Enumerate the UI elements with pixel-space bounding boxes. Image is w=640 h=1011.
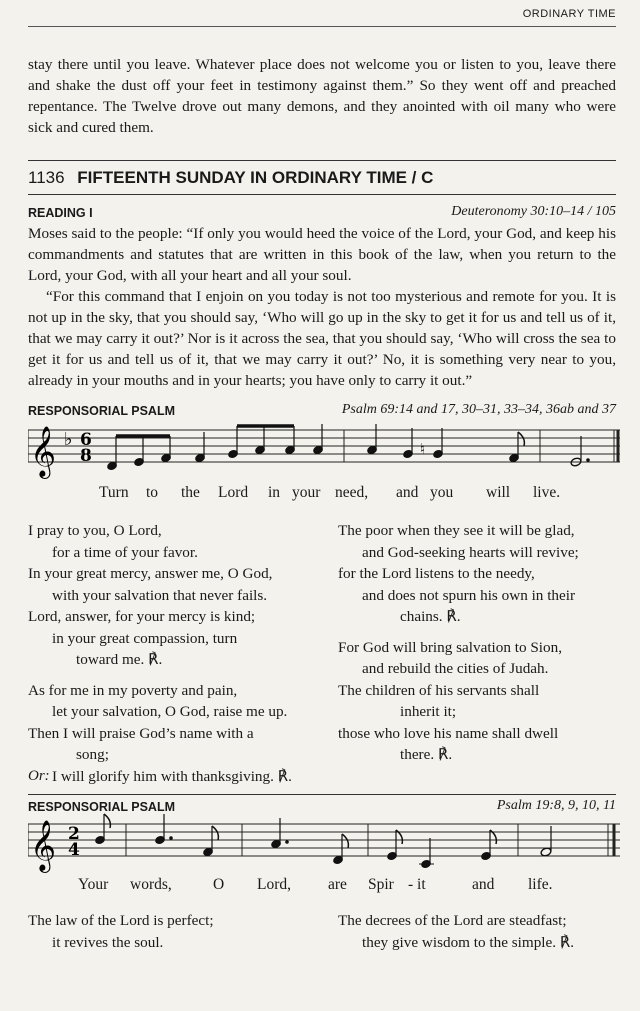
verse-line: The poor when they see it will be glad,	[338, 522, 575, 539]
lyric-word: need,	[335, 484, 369, 501]
verse-line: and God-seeking hearts will revive;	[362, 543, 579, 561]
section-name: FIFTEENTH SUNDAY IN ORDINARY TIME / C	[77, 168, 434, 187]
verse-line: there. ℟.	[400, 746, 453, 763]
lyric-word: Turn	[99, 484, 129, 501]
reading-text	[28, 223, 616, 391]
lyric-word: words,	[130, 876, 172, 893]
verse-line: As for me in my poverty and pain,	[28, 681, 238, 699]
lyric-word: live.	[533, 484, 561, 501]
psalm1-citation: Psalm 69:14 and 17, 30–31, 33–34, 36ab and 37	[341, 402, 616, 417]
psalm1-music-staff	[28, 418, 620, 482]
verse-line: song;	[76, 746, 109, 763]
title-rule-bottom	[28, 194, 616, 195]
psalm2-music-staff	[28, 812, 620, 876]
psalm2-verses-right	[338, 910, 616, 953]
psalm1-lyrics	[0, 484, 640, 506]
time-signature-top: 2	[68, 824, 80, 844]
verse-line: and does not spurn his own in their	[362, 586, 576, 604]
verse-line: for a time of your favor.	[52, 543, 198, 561]
treble-clef-icon: 𝄞	[30, 820, 57, 871]
separator-rule	[28, 794, 616, 795]
verse-line: toward me. ℟.	[76, 651, 163, 668]
intro-text: stay there until you leave. Whatever place does not welcome you or listen to you, leave there and shake the dust off your feet in testimony against them.” So they went off and preached repentance. The Twelve drove out many demons, and they anointed with oil many who were sick and cured them.	[28, 56, 616, 136]
verse-line: let your salvation, O God, raise me up.	[52, 703, 288, 720]
lyric-word: your	[292, 484, 321, 501]
section-number: 1136	[28, 168, 65, 187]
verse-line: The children of his servants shall	[338, 681, 540, 699]
verse-line: they give wisdom to the simple. ℟.	[362, 933, 575, 951]
psalm1-notes	[107, 424, 324, 471]
verse-line: The law of the Lord is perfect;	[28, 912, 214, 929]
verse-line: inherit it;	[400, 703, 457, 720]
verse-line: chains. ℟.	[400, 608, 461, 625]
verse-line: The decrees of the Lord are steadfast;	[338, 912, 567, 929]
lyric-word: life.	[528, 876, 553, 893]
lyric-word: - it	[408, 876, 426, 893]
natural-sign-icon: ♮	[420, 440, 426, 458]
time-signature-bottom: 4	[68, 840, 80, 860]
lyric-word: are	[328, 876, 347, 893]
verse-line: I will glorify him with thanksgiving. ℟.	[52, 767, 292, 785]
psalm1-verses-right	[338, 520, 616, 766]
verse-line: Lord, answer, for your mercy is kind;	[28, 608, 256, 625]
header-rule	[28, 26, 616, 27]
lyric-word: and	[472, 876, 495, 893]
lyric-word: Your	[78, 876, 109, 893]
lyric-word: Lord	[218, 484, 249, 501]
time-signature-bottom: 8	[80, 446, 92, 466]
note	[540, 847, 552, 857]
running-header: ORDINARY TIME	[522, 8, 616, 20]
psalm2-verses-left	[28, 910, 328, 953]
intro-paragraph	[28, 54, 616, 138]
psalm1-verses-left	[28, 520, 328, 787]
verse-line: and rebuild the cities of Judah.	[362, 660, 549, 677]
lyric-word: to	[146, 484, 159, 501]
psalm2-label: RESPONSORIAL PSALM	[28, 800, 176, 814]
lyric-word: Spir	[368, 876, 394, 893]
psalm2-lyrics	[0, 876, 640, 898]
lyric-word: O	[213, 876, 225, 893]
verse-line: with your salvation that never fails.	[52, 586, 268, 604]
time-signature-top: 6	[80, 430, 92, 450]
verse-line: those who love his name shall dwell	[338, 724, 559, 742]
verse-line: for the Lord listens to the needy,	[338, 565, 535, 582]
title-rule-top	[28, 160, 616, 161]
or-label: Or:	[28, 768, 50, 784]
flat-sign-icon: ♭	[64, 429, 73, 450]
lyric-word: Lord,	[257, 876, 292, 893]
reading-label: READING I	[28, 206, 93, 220]
verse-line: I pray to you, O Lord,	[28, 522, 162, 539]
reading-paragraph: Moses said to the people: “If only you would heed the voice of the Lord, your God, and keep his commandments and statutes that are written in this book of the law, when you return to the Lord, your God, with all your heart and all your soul.	[28, 225, 616, 284]
reading-citation: Deuteronomy 30:10–14 / 105	[451, 204, 616, 219]
lyric-word: will	[486, 484, 511, 501]
section-title	[28, 168, 433, 188]
verse-line: Then I will praise God’s name with a	[28, 724, 254, 742]
verse-line: it revives the soul.	[52, 933, 164, 951]
verse-line: in your great compassion, turn	[52, 629, 238, 647]
lyric-word: in	[268, 484, 281, 501]
treble-clef-icon: 𝄞	[30, 426, 57, 477]
lyric-word: the	[181, 484, 200, 501]
psalm2-citation: Psalm 19:8, 9, 10, 11	[496, 798, 616, 813]
verse-line: For God will bring salvation to Sion,	[338, 638, 563, 656]
reading-paragraph: “For this command that I enjoin on you today is not too mysterious and remote for you. It is not up in the sky, that you should say, ‘Who will go up in the sky to get it for us and tell us of it, that we may carry it out?’ Nor is it across the sea, that you should say, ‘Who will cross the sea to get it for us and tell us of it, that we may carry it out?’ No, it is something very near to you, already in your mouths and in your hearts; you have only to carry it out.”	[28, 288, 616, 389]
lyric-word: and	[396, 484, 419, 501]
lyric-word: you	[430, 484, 454, 501]
verse-line: In your great mercy, answer me, O God,	[28, 565, 273, 582]
psalm1-label: RESPONSORIAL PSALM	[28, 404, 176, 418]
